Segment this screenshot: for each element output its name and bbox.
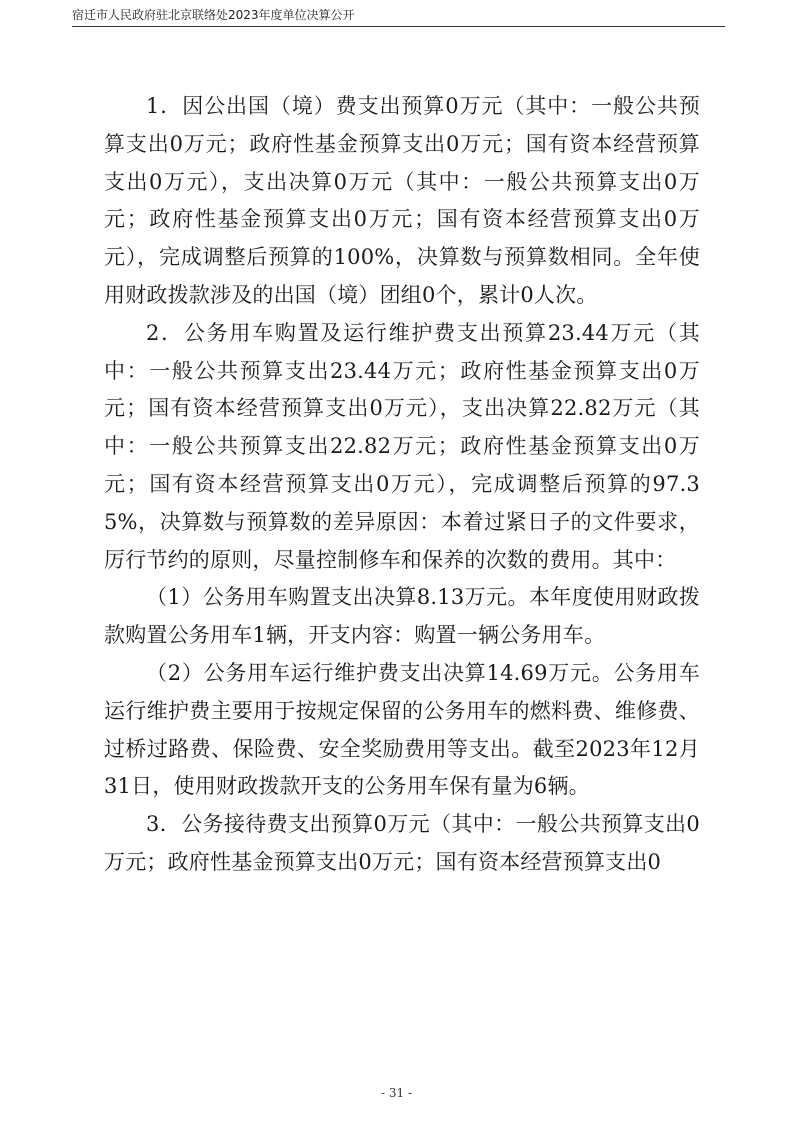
paragraph-vehicle-maintenance: （2）公务用车运行维护费支出决算14.69万元。公务用车运行维护费主要用于按规定保留的公务用车的燃料费、维修费、过桥过路费、保险费、安全奖励费用等支出。截至2023年12月31日，使用财政拨款开支的公务用车保有量为6辆。: [104, 660, 700, 799]
body-text: [104, 88, 700, 882]
paragraph-overseas-travel: 1．因公出国（境）费支出预算0万元（其中：一般公共预算支出0万元；政府性基金预算支出0万元；国有资本经营预算支出0万元），支出决算0万元（其中：一般公共预算支出0万元；政府性基金预算支出0万元；国有资本经营预算支出0万元），完成调整后预算的100%，决算数与预算数相同。全年使用财政拨款涉及的出国（境）团组0个，累计0人次。: [104, 94, 700, 307]
paragraph-vehicle-purchase: （1）公务用车购置支出决算8.13万元。本年度使用财政拨款购置公务用车1辆，开支内容：购置一辆公务用车。: [104, 585, 700, 648]
page-number: - 31 -: [380, 1086, 412, 1100]
running-header: 宿迁市人民政府驻北京联络处2023年度单位决算公开: [72, 8, 355, 22]
paragraph-official-vehicles: 2．公务用车购置及运行维护费支出预算23.44万元（其中：一般公共预算支出23.44万元；政府性基金预算支出0万元；国有资本经营预算支出0万元），支出决算22.82万元（其中：一般公共预算支出22.82万元；政府性基金预算支出0万元；国有资本经营预算支出0万元），完成调整后预算的97.35%，决算数与预算数的差异原因：本着过紧日子的文件要求，厉行节约的原则，尽量控制修车和保养的次数的费用。其中：: [104, 320, 700, 572]
paragraph-reception: 3．公务接待费支出预算0万元（其中：一般公共预算支出0万元；政府性基金预算支出0万元；国有资本经营预算支出0: [104, 812, 700, 874]
header-divider: [72, 26, 725, 27]
